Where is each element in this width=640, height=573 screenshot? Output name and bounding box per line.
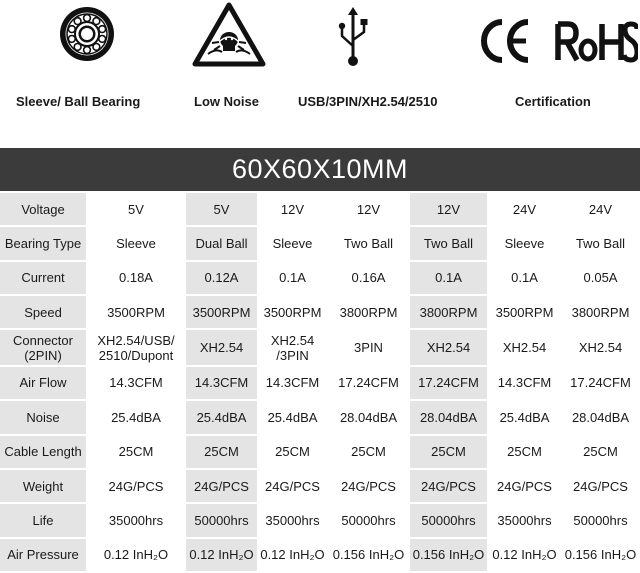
table-cell: 25CM [258,436,328,470]
table-cell: 28.04dBA [410,401,488,435]
table-cell: 24G/PCS [562,470,640,504]
table-cell: 14.3CFM [258,367,328,401]
usb-icon [338,6,368,68]
table-cell: 0.16A [328,262,410,296]
table-cell: 25CM [87,436,186,470]
table-cell: 35000hrs [87,504,186,538]
table-row [0,367,640,401]
feature-icons-row [0,0,640,148]
row-label: Cable Length [0,436,87,470]
feature-label: USB/3PIN/XH2.54/2510 [298,94,438,109]
table-row [0,296,640,330]
table-cell: 24G/PCS [488,470,562,504]
table-cell: 50000hrs [562,504,640,538]
table-cell: 3800RPM [410,296,488,330]
table-cell: 24V [562,193,640,227]
table-cell: 17.24CFM [410,367,488,401]
table-cell: 24G/PCS [410,470,488,504]
ball-bearing-icon [59,2,115,68]
table-cell: 0.18A [87,262,186,296]
table-row [0,330,640,366]
table-cell: XH2.54 [488,330,562,366]
page-title: 60X60X10MM [0,148,640,191]
table-cell: 50000hrs [328,504,410,538]
table-cell: 25.4dBA [87,401,186,435]
table-cell: 0.12 InH₂O [186,539,258,573]
table-cell: Two Ball [562,227,640,261]
table-cell: 14.3CFM [488,367,562,401]
table-row [0,539,640,573]
table-cell: Two Ball [328,227,410,261]
table-cell: XH2.54/USB/ 2510/Dupont [87,330,186,366]
table-cell: 0.156 InH₂O [562,539,640,573]
table-cell: 17.24CFM [562,367,640,401]
table-cell: 0.12 InH₂O [87,539,186,573]
table-cell: 12V [258,193,328,227]
table-cell: 35000hrs [488,504,562,538]
table-cell: Sleeve [258,227,328,261]
table-cell: Dual Ball [186,227,258,261]
feature-label: Certification [515,94,591,109]
table-row [0,401,640,435]
table-cell: 0.1A [488,262,562,296]
table-cell: 3PIN [328,330,410,366]
table-cell: 12V [410,193,488,227]
table-cell: 0.12 InH₂O [488,539,562,573]
table-cell: 3500RPM [186,296,258,330]
table-cell: XH2.54 /3PIN [258,330,328,366]
table-cell: 14.3CFM [87,367,186,401]
table-cell: XH2.54 [410,330,488,366]
table-cell: 0.12 InH₂O [258,539,328,573]
spec-table [0,193,640,573]
feature-connectors [290,0,470,148]
table-cell: 14.3CFM [186,367,258,401]
row-label: Bearing Type [0,227,87,261]
table-cell: XH2.54 [562,330,640,366]
table-cell: 28.04dBA [562,401,640,435]
table-cell: 50000hrs [186,504,258,538]
table-cell: 28.04dBA [328,401,410,435]
table-cell: 25CM [328,436,410,470]
table-cell: XH2.54 [186,330,258,366]
table-cell: Two Ball [410,227,488,261]
row-label: Connector (2PIN) [0,330,87,366]
table-cell: 25CM [410,436,488,470]
row-label: Life [0,504,87,538]
row-label: Weight [0,470,87,504]
table-cell: 25.4dBA [258,401,328,435]
row-label: Current [0,262,87,296]
table-row [0,436,640,470]
table-cell: 3500RPM [258,296,328,330]
table-cell: 24G/PCS [328,470,410,504]
table-cell: Sleeve [87,227,186,261]
table-cell: 5V [87,193,186,227]
feature-label: Sleeve/ Ball Bearing [16,94,141,109]
table-cell: 35000hrs [258,504,328,538]
table-cell: 3500RPM [87,296,186,330]
table-cell: 24V [488,193,562,227]
table-cell: 24G/PCS [87,470,186,504]
row-label: Speed [0,296,87,330]
feature-low-noise [170,0,290,148]
row-label: Air Pressure [0,539,87,573]
table-cell: 0.156 InH₂O [410,539,488,573]
table-cell: 0.1A [410,262,488,296]
table-cell: Sleeve [488,227,562,261]
table-cell: 0.1A [258,262,328,296]
table-cell: 25.4dBA [186,401,258,435]
table-cell: 25CM [488,436,562,470]
table-cell: 5V [186,193,258,227]
table-cell: 0.12A [186,262,258,296]
table-cell: 25.4dBA [488,401,562,435]
table-cell: 12V [328,193,410,227]
row-label: Noise [0,401,87,435]
table-row [0,470,640,504]
ce-rohs-icon [472,16,638,66]
table-cell: 3800RPM [562,296,640,330]
table-row [0,227,640,261]
table-cell: 0.156 InH₂O [328,539,410,573]
table-cell: 17.24CFM [328,367,410,401]
table-row [0,504,640,538]
table-cell: 24G/PCS [186,470,258,504]
table-row [0,193,640,227]
low-noise-warning-icon [192,2,266,68]
table-cell: 50000hrs [410,504,488,538]
table-cell: 25CM [186,436,258,470]
table-cell: 3800RPM [328,296,410,330]
table-cell: 25CM [562,436,640,470]
row-label: Air Flow [0,367,87,401]
table-cell: 0.05A [562,262,640,296]
table-cell: 3500RPM [488,296,562,330]
table-row [0,262,640,296]
table-cell: 24G/PCS [258,470,328,504]
feature-label: Low Noise [194,94,260,109]
row-label: Voltage [0,193,87,227]
feature-bearing [0,0,170,148]
feature-certification [470,0,640,148]
